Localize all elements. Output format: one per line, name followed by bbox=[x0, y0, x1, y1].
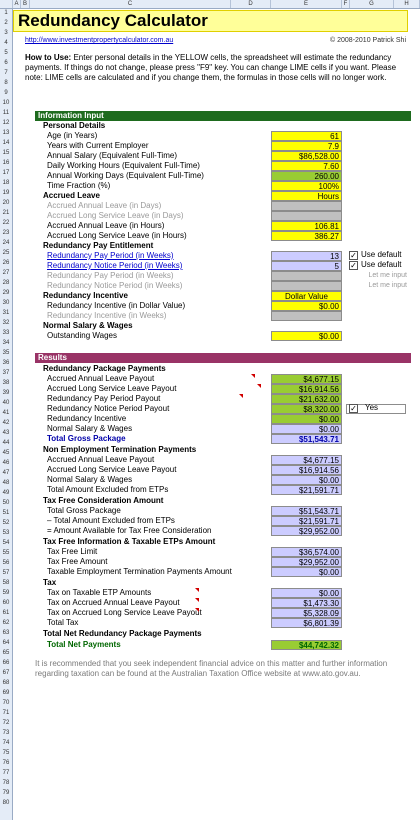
worksheet bbox=[13, 9, 420, 820]
pkg-annual-value: $4,677.15 bbox=[271, 374, 342, 384]
tfi-limit-value: $36,574.00 bbox=[271, 547, 342, 557]
days-label: Annual Working Days (Equivalent Full-Time) bbox=[47, 171, 204, 180]
tax-annual-label: Tax on Accrued Annual Leave Payout bbox=[47, 598, 180, 607]
row-number[interactable]: 72 bbox=[2, 720, 10, 726]
notice-period-input-disabled bbox=[271, 281, 342, 291]
tax-heading: Tax bbox=[43, 578, 57, 587]
how-to-use-label: How to Use: bbox=[25, 53, 72, 62]
annual-days-label: Accrued Annual Leave (in Days) bbox=[47, 201, 162, 210]
column-a[interactable]: A bbox=[13, 0, 21, 8]
pay-period-default-checkbox[interactable]: ✓ bbox=[350, 251, 357, 260]
days-input[interactable]: 260.00 bbox=[271, 171, 342, 181]
row-number[interactable]: 39 bbox=[2, 390, 10, 396]
tax-total-label: Total Tax bbox=[47, 618, 79, 627]
pay-period-default-label: Use default bbox=[361, 250, 402, 259]
row-number[interactable]: 6 bbox=[4, 60, 8, 66]
age-label: Age (in Years) bbox=[47, 131, 98, 140]
pay-period-link[interactable]: Redundancy Pay Period (in Weeks) bbox=[47, 251, 174, 260]
net-label: Total Net Payments bbox=[47, 640, 121, 649]
advice-footer: It is recommended that you seek independent financial advice on this matter and further information regarding taxation can be found at the Australian Taxation Office website at www.ato.gov.au. bbox=[35, 659, 388, 678]
notice-period-default-checkbox[interactable]: ✓ bbox=[350, 261, 357, 270]
comment-marker[interactable] bbox=[195, 598, 199, 602]
comment-marker[interactable] bbox=[251, 374, 255, 378]
row-number[interactable]: 71 bbox=[2, 710, 10, 716]
row-number[interactable]: 67 bbox=[2, 670, 10, 676]
row-number[interactable]: 26 bbox=[2, 260, 10, 266]
pkg-gross-value: $51,543.71 bbox=[271, 434, 342, 444]
row-number[interactable]: 10 bbox=[2, 100, 10, 106]
row-number[interactable]: 14 bbox=[2, 140, 10, 146]
row-number[interactable]: 54 bbox=[2, 540, 10, 546]
row-number[interactable]: 15 bbox=[2, 150, 10, 156]
row-number[interactable]: 5 bbox=[4, 50, 8, 56]
column-d[interactable]: D bbox=[231, 0, 271, 8]
pkg-notice-value: $8,320.00 bbox=[271, 404, 342, 414]
row-number[interactable]: 61 bbox=[2, 610, 10, 616]
column-f[interactable]: F bbox=[342, 0, 350, 8]
row-number[interactable]: 30 bbox=[2, 300, 10, 306]
tax-etp-value: $0.00 bbox=[271, 588, 342, 598]
row-number[interactable]: 36 bbox=[2, 360, 10, 366]
row-number[interactable]: 52 bbox=[2, 520, 10, 526]
row-number[interactable]: 3 bbox=[4, 30, 8, 36]
ne-normal-value: $0.00 bbox=[271, 475, 342, 485]
outstanding-wages-input[interactable]: $0.00 bbox=[271, 331, 342, 341]
row-number[interactable]: 41 bbox=[2, 410, 10, 416]
row-number[interactable]: 56 bbox=[2, 560, 10, 566]
ne-long-label: Accrued Long Service Leave Payout bbox=[47, 465, 177, 474]
row-number[interactable]: 49 bbox=[2, 490, 10, 496]
comment-marker[interactable] bbox=[195, 608, 199, 612]
row-number[interactable]: 68 bbox=[2, 680, 10, 686]
ne-annual-value: $4,677.15 bbox=[271, 455, 342, 465]
select-all-corner[interactable] bbox=[0, 0, 13, 8]
incentive-type-select[interactable]: Dollar Value bbox=[271, 291, 342, 301]
row-number[interactable]: 37 bbox=[2, 370, 10, 376]
pkg-incentive-label: Redundancy Incentive bbox=[47, 414, 127, 423]
leave-unit-select[interactable]: Hours bbox=[271, 191, 342, 201]
tfi-taxable-label: Taxable Employment Termination Payments Amount bbox=[47, 567, 232, 576]
incentive-dollar-input[interactable]: $0.00 bbox=[271, 301, 342, 311]
row-number[interactable]: 69 bbox=[2, 690, 10, 696]
ne-total-label: Total Amount Excluded from ETPs bbox=[47, 485, 169, 494]
tax-total-value: $6,801.39 bbox=[271, 618, 342, 628]
pay-period-input-disabled bbox=[271, 271, 342, 281]
row-number[interactable]: 32 bbox=[2, 320, 10, 326]
row-number[interactable]: 11 bbox=[2, 110, 10, 116]
row-number[interactable]: 74 bbox=[2, 740, 10, 746]
pkg-gross-label: Total Gross Package bbox=[47, 434, 126, 443]
pay-period-let-me-input: Let me input bbox=[368, 272, 407, 279]
row-number[interactable]: 38 bbox=[2, 380, 10, 386]
row-number[interactable]: 9 bbox=[4, 90, 8, 96]
pkg-annual-label: Accrued Annual Leave Payout bbox=[47, 374, 155, 383]
row-number[interactable]: 53 bbox=[2, 530, 10, 536]
row-number[interactable]: 34 bbox=[2, 340, 10, 346]
row-number[interactable]: 63 bbox=[2, 630, 10, 636]
notice-period-default-label: Use default bbox=[361, 260, 402, 269]
row-number[interactable]: 44 bbox=[2, 440, 10, 446]
normal-salary-heading: Normal Salary & Wages bbox=[43, 321, 133, 330]
pkg-normal-label: Normal Salary & Wages bbox=[47, 424, 133, 433]
row-number[interactable]: 4 bbox=[4, 40, 8, 46]
row-number[interactable]: 57 bbox=[2, 570, 10, 576]
ne-long-value: $16,914.56 bbox=[271, 465, 342, 475]
tax-free-info-heading: Tax Free Information & Taxable ETPs Amount bbox=[43, 537, 216, 546]
notice-yes-checkbox[interactable]: ✓ bbox=[350, 404, 357, 413]
results-header: Results bbox=[35, 353, 411, 363]
package-heading: Redundancy Package Payments bbox=[43, 364, 166, 373]
long-hours-label: Accrued Long Service Leave (in Hours) bbox=[47, 231, 187, 240]
row-number[interactable]: 40 bbox=[2, 400, 10, 406]
row-number[interactable]: 80 bbox=[2, 800, 10, 806]
accrued-leave-heading: Accrued Leave bbox=[43, 191, 100, 200]
ne-annual-label: Accrued Annual Leave Payout bbox=[47, 455, 155, 464]
non-employment-heading: Non Employment Termination Payments bbox=[43, 445, 197, 454]
row-number[interactable]: 43 bbox=[2, 430, 10, 436]
column-c[interactable]: C bbox=[30, 0, 231, 8]
annual-days-cell bbox=[271, 201, 342, 211]
website-link[interactable]: http://www.investmentpropertycalculator.com.au bbox=[25, 37, 174, 44]
net-heading: Total Net Redundancy Package Payments bbox=[43, 629, 202, 638]
column-header bbox=[0, 0, 420, 9]
notice-period-let-me-input: Let me input bbox=[368, 282, 407, 289]
row-number[interactable]: 28 bbox=[2, 280, 10, 286]
incentive-heading: Redundancy Incentive bbox=[43, 291, 128, 300]
row-number[interactable]: 18 bbox=[2, 180, 10, 186]
row-number[interactable]: 19 bbox=[2, 190, 10, 196]
pkg-pay-label: Redundancy Pay Period Payout bbox=[47, 394, 161, 403]
incentive-weeks-cell bbox=[271, 311, 342, 321]
row-header[interactable] bbox=[0, 9, 13, 820]
tfi-taxable-value: $0.00 bbox=[271, 567, 342, 577]
row-number[interactable]: 50 bbox=[2, 500, 10, 506]
information-input-header: Information Input bbox=[35, 111, 411, 121]
row-number[interactable]: 58 bbox=[2, 580, 10, 586]
row-number[interactable]: 35 bbox=[2, 350, 10, 356]
column-h[interactable]: H bbox=[394, 0, 420, 8]
row-number[interactable]: 23 bbox=[2, 230, 10, 236]
tfc-excluded-label: – Total Amount Excluded from ETPs bbox=[47, 516, 175, 525]
comment-marker[interactable] bbox=[239, 394, 243, 398]
row-number[interactable]: 78 bbox=[2, 780, 10, 786]
row-number[interactable]: 33 bbox=[2, 330, 10, 336]
row-number[interactable]: 25 bbox=[2, 250, 10, 256]
redundancy-pay-heading: Redundancy Pay Entitlement bbox=[43, 241, 154, 250]
row-number[interactable]: 2 bbox=[4, 20, 8, 26]
row-number[interactable]: 77 bbox=[2, 770, 10, 776]
tax-free-consideration-heading: Tax Free Consideration Amount bbox=[43, 496, 164, 505]
how-to-use-text bbox=[25, 53, 405, 83]
column-e[interactable]: E bbox=[271, 0, 342, 8]
row-number[interactable]: 45 bbox=[2, 450, 10, 456]
row-number[interactable]: 1 bbox=[4, 10, 8, 16]
tfi-amount-label: Tax Free Amount bbox=[47, 557, 108, 566]
long-days-label: Accrued Long Service Leave (in Days) bbox=[47, 211, 184, 220]
hours-label: Daily Working Hours (Equivalent Full-Time) bbox=[47, 161, 200, 170]
row-number[interactable]: 55 bbox=[2, 550, 10, 556]
row-number[interactable]: 20 bbox=[2, 200, 10, 206]
fraction-input[interactable]: 100% bbox=[271, 181, 342, 191]
comment-marker[interactable] bbox=[195, 588, 199, 592]
pkg-long-value: $16,914.56 bbox=[271, 384, 342, 394]
years-label: Years with Current Employer bbox=[47, 141, 149, 150]
age-input[interactable]: 61 bbox=[271, 131, 342, 141]
pkg-long-label: Accrued Long Service Leave Payout bbox=[47, 384, 177, 393]
row-number[interactable]: 12 bbox=[2, 120, 10, 126]
outstanding-wages-label: Outstanding Wages bbox=[47, 331, 117, 340]
row-number[interactable]: 8 bbox=[4, 80, 8, 86]
row-number[interactable]: 31 bbox=[2, 310, 10, 316]
long-hours-input[interactable]: 386.27 bbox=[271, 231, 342, 241]
row-number[interactable]: 48 bbox=[2, 480, 10, 486]
tax-etp-label: Tax on Taxable ETP Amounts bbox=[47, 588, 152, 597]
row-number[interactable]: 73 bbox=[2, 730, 10, 736]
notice-yes-label: Yes bbox=[365, 403, 379, 412]
row-number[interactable]: 79 bbox=[2, 790, 10, 796]
pkg-normal-value: $0.00 bbox=[271, 424, 342, 434]
row-number[interactable]: 59 bbox=[2, 590, 10, 596]
tfi-amount-value: $29,952.00 bbox=[271, 557, 342, 567]
years-input[interactable]: 7.9 bbox=[271, 141, 342, 151]
column-b[interactable]: B bbox=[21, 0, 30, 8]
annual-hours-input[interactable]: 106.81 bbox=[271, 221, 342, 231]
notice-period-link[interactable]: Redundancy Notice Period (in Weeks) bbox=[47, 261, 183, 270]
row-number[interactable]: 42 bbox=[2, 420, 10, 426]
row-number[interactable]: 7 bbox=[4, 70, 8, 76]
copyright: © 2008-2010 Patrick Shi bbox=[330, 37, 406, 44]
row-number[interactable]: 65 bbox=[2, 650, 10, 656]
tfc-excluded-value: $21,591.71 bbox=[271, 516, 342, 526]
comment-marker[interactable] bbox=[257, 384, 261, 388]
tfi-limit-label: Tax Free Limit bbox=[47, 547, 98, 556]
row-number[interactable]: 47 bbox=[2, 470, 10, 476]
row-number[interactable]: 21 bbox=[2, 210, 10, 216]
tax-long-value: $5,328.09 bbox=[271, 608, 342, 618]
personal-details-heading: Personal Details bbox=[43, 121, 106, 130]
pkg-notice-label: Redundancy Notice Period Payout bbox=[47, 404, 170, 413]
row-number[interactable]: 27 bbox=[2, 270, 10, 276]
row-number[interactable]: 62 bbox=[2, 620, 10, 626]
pay-period-gray-label: Redundancy Pay Period (in Weeks) bbox=[47, 271, 174, 280]
tax-long-label: Tax on Accrued Long Service Leave Payout bbox=[47, 608, 202, 617]
row-number[interactable]: 46 bbox=[2, 460, 10, 466]
row-number[interactable]: 64 bbox=[2, 640, 10, 646]
pkg-incentive-value: $0.00 bbox=[271, 414, 342, 424]
net-value: $44,742.32 bbox=[271, 640, 342, 650]
incentive-dollar-label: Redundancy Incentive (in Dollar Value) bbox=[47, 301, 186, 310]
row-number[interactable]: 75 bbox=[2, 750, 10, 756]
notice-period-value: 5 bbox=[271, 261, 342, 271]
row-number[interactable]: 22 bbox=[2, 220, 10, 226]
incentive-weeks-label: Redundancy Incentive (in Weeks) bbox=[47, 311, 167, 320]
tfc-available-label: = Amount Available for Tax Free Consideration bbox=[47, 526, 212, 535]
notice-period-gray-label: Redundancy Notice Period (in Weeks) bbox=[47, 281, 183, 290]
row-number[interactable]: 24 bbox=[2, 240, 10, 246]
hours-input[interactable]: 7.60 bbox=[271, 161, 342, 171]
row-number[interactable]: 70 bbox=[2, 700, 10, 706]
annual-hours-label: Accrued Annual Leave (in Hours) bbox=[47, 221, 165, 230]
page-title: Redundancy Calculator bbox=[13, 10, 408, 32]
long-days-cell bbox=[271, 211, 342, 221]
ne-normal-label: Normal Salary & Wages bbox=[47, 475, 133, 484]
tax-annual-value: $1,473.30 bbox=[271, 598, 342, 608]
ne-total-value: $21,591.71 bbox=[271, 485, 342, 495]
tfc-gross-value: $51,543.71 bbox=[271, 506, 342, 516]
salary-label: Annual Salary (Equivalent Full-Time) bbox=[47, 151, 177, 160]
salary-input[interactable]: $86,528.00 bbox=[271, 151, 342, 161]
pkg-pay-value: $21,632.00 bbox=[271, 394, 342, 404]
row-number[interactable]: 76 bbox=[2, 760, 10, 766]
row-number[interactable]: 51 bbox=[2, 510, 10, 516]
row-number[interactable]: 66 bbox=[2, 660, 10, 666]
pay-period-value: 13 bbox=[271, 251, 342, 261]
fraction-label: Time Fraction (%) bbox=[47, 181, 111, 190]
row-number[interactable]: 13 bbox=[2, 130, 10, 136]
tfc-gross-label: Total Gross Package bbox=[47, 506, 121, 515]
how-to-use-body: Enter personal details in the YELLOW cells, the spreadsheet will estimate the redundancy payments. If things do not change, please press "F9" key. You can change LIME cells if you want. Please note: LIME cells are calculated and if you change them, the formulas in those cells will no longer work. bbox=[25, 53, 397, 82]
row-number[interactable]: 29 bbox=[2, 290, 10, 296]
row-number[interactable]: 17 bbox=[2, 170, 10, 176]
column-g[interactable]: G bbox=[350, 0, 394, 8]
row-number[interactable]: 60 bbox=[2, 600, 10, 606]
tfc-available-value: $29,952.00 bbox=[271, 526, 342, 536]
row-number[interactable]: 16 bbox=[2, 160, 10, 166]
